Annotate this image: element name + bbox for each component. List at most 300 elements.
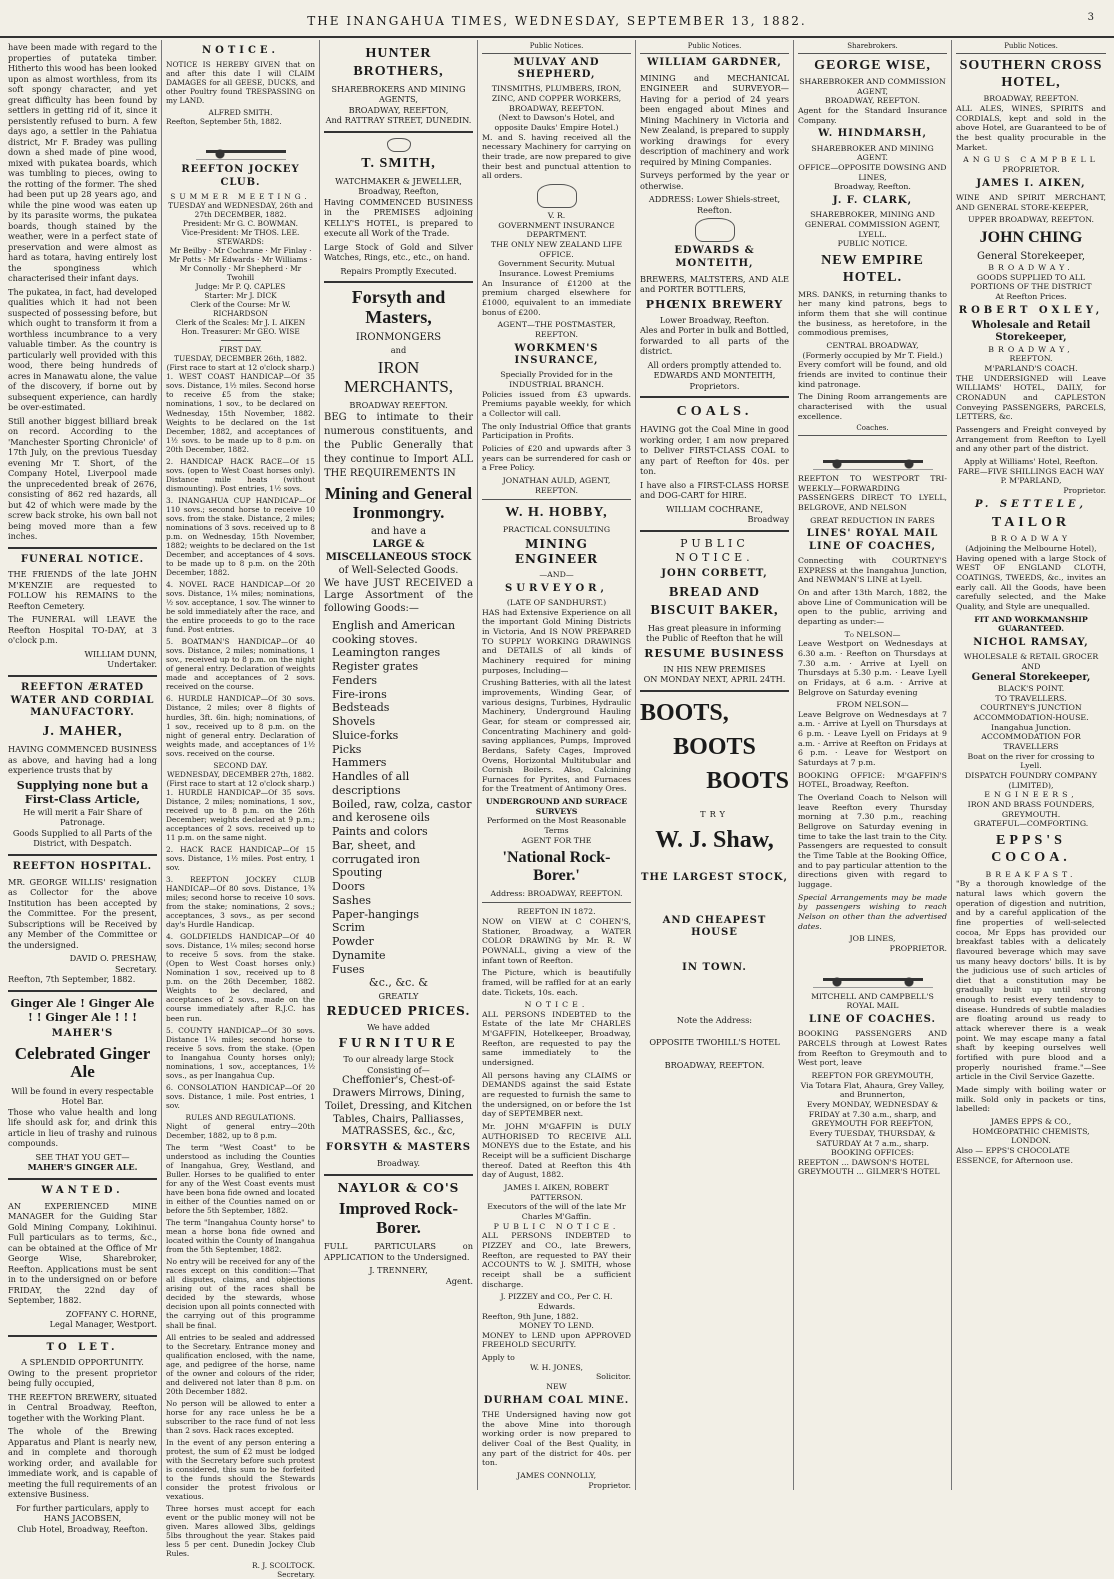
overland-text: The Overland Coach to Nelson will leave Reefton every Thursday morning at 7.30 p.m., reaching Bellgrove on Saturday evening in time to take the last train to the City. Passengers are requested to consult the Time Table at the Booking Office, and to pay particular attention to the directions given with regard to luggage. <box>798 793 947 889</box>
rules-signature: R. J. SCOLTOCK. <box>252 1561 315 1571</box>
lines-schedule: Leave Belgrove on Wednesdays at 7 a.m. · Arrive at Lyell on Thursdays at 6 p.m. · Leave Lyell on Fridays at 9 a.m. · Arrive at Reefton on Fridays at 6 p.m. · Leave for Westport on Saturdays at 7 p.m. <box>798 709 947 768</box>
rules-text: No entry will be received for any of the races except on this condition:—That all disputes, claims, and objections arising out of the races shall be decided by the stewards, whose decision upon all points connected with the carrying out of this programme shall be final. <box>166 1257 315 1330</box>
money-text: MONEY to LEND upon APPROVED FREEHOLD SECURITY. <box>482 1330 631 1350</box>
em-signature-title: Proprietors. <box>689 380 740 391</box>
public-notice-text: ALL PERSONS INDEBTED to PIZZEY and CO., late Brewers, Reefton, are requested to PAY their ACCOUNTS to W. J. SMITH, whose receipt shall be a sufficient discharge. <box>482 1231 631 1289</box>
mparland-text: Passengers and Freight conveyed by Arrangement from Reefton to Lyell and any other part of the district. <box>956 425 1106 454</box>
notice-signature: ALFRED SMITH. <box>208 108 273 118</box>
ching-address: BROADWAY. <box>988 262 1074 272</box>
race-entry: 2. HANDICAP HACK RACE—Of 15 sovs. (open to West Coast horses only). Distance mile heats (without dismounting). Post entries, 1½ sovs. <box>166 456 315 493</box>
ginger-brand: MAHER'S <box>51 1027 114 1039</box>
column-heading: Public Notices. <box>956 42 1106 54</box>
column-6 <box>794 40 952 1490</box>
jockey-vice-president: Vice-President: Mr THOS. LEE. <box>181 227 300 237</box>
dispatch-subtitle: ENGINEERS, <box>984 790 1078 800</box>
lines-text: Connecting with COURTNEY'S EXPRESS at the Inangahua Junction, And NEWMAN'S LINE at Lyell. <box>798 555 947 585</box>
gardner-address: ADDRESS: Lower Shiels-street, Reefton. <box>648 194 781 215</box>
workmen-text: Policies issued from £3 upwards. Premiums payable weekly, for which a Collector will call. <box>482 389 631 418</box>
rules-signature-title: Secretary. <box>277 1570 315 1579</box>
workmen-signature: JONATHAN AULD, AGENT, REEFTON. <box>502 475 611 495</box>
fm-goods-item: Register grates <box>332 660 419 674</box>
fm-furniture: FURNITURE <box>338 1035 459 1050</box>
oxley-address: BROADWAY, <box>988 344 1074 354</box>
cheapest-house: AND CHEAPEST HOUSE <box>662 914 767 939</box>
aerated-title: REEFTON ÆRATED WATER AND CORDIAL MANUFACTORY. <box>10 681 155 719</box>
starter: Starter: Mr J. DICK <box>204 291 277 301</box>
aiken-text: WINE AND SPIRIT MERCHANT, AND GENERAL STORE-KEEPER, <box>956 193 1106 212</box>
ching-text: GOODS SUPPLIED TO ALL PORTIONS OF THE DISTRICT <box>970 272 1092 292</box>
to-let-text: THE REEFTON BREWERY, situated in Central Broadway, Reefton, together with the Working Plant. <box>8 1391 157 1423</box>
column-5 <box>636 40 794 1490</box>
mitchell-via: Via Totara Flat, Ahaura, Grey Valley, and Brunnerton, <box>800 1080 945 1100</box>
mitchell-grey: GREYMOUTH FOR REEFTON, <box>811 1119 934 1129</box>
hunter-title: HUNTER BROTHERS, <box>353 46 444 79</box>
to-let-text: Owing to the present proprietor being fully occupied, <box>8 1367 157 1389</box>
smith-title: T. SMITH, <box>361 155 436 171</box>
coals-signature-title: Broadway <box>747 514 789 525</box>
gov-text: Government Security. Mutual Insurance. Lowest Premiums <box>498 259 615 278</box>
gardner-text: Surveys performed by the year or otherwise. <box>640 170 789 191</box>
courtney-title: COURTNEY'S JUNCTION ACCOMMODATION-HOUSE. <box>973 703 1089 722</box>
corbett-title: JOHN CORBETT, <box>661 567 768 579</box>
largest-stock: THE LARGEST STOCK, <box>641 871 788 883</box>
empire-text: The Dining Room arrangements are characterised with the usual excellence. <box>798 392 947 421</box>
race-entry: 4. NOVEL RACE HANDICAP—Of 20 sovs. Distance, 1¼ miles; nominations, ½ sov. acceptance, 1 sov. The winner to be sold immediately after the race, and the entire proceeds to go to the race fund. Post entries. <box>166 580 315 635</box>
mulvay-text: (Next to Dawson's Hotel, and opposite Dauks' Empire Hotel.) <box>494 113 619 133</box>
ginger-text: MAHER'S GINGER ALE. <box>27 1162 138 1173</box>
grateful: GRATEFUL—COMFORTING. <box>973 819 1089 829</box>
gardner-text: MINING and MECHANICAL ENGINEER and SURVEYOR—Having for a period of 24 years been engaged about Mines and Mining Machinery in Victoria and New Zealand, is prepared to supply working drawings for every description of machinery and work required by Mining Companies. <box>640 72 789 167</box>
shaw-name: W. J. Shaw, <box>655 827 774 854</box>
notice-text: All persons having any CLAIMS or DEMANDS against the said Estate are requested to furnish the same to the undersigned, on or before the 1st day of SEPTEMBER next. <box>482 1070 631 1119</box>
settele-text: (Adjoining the Melbourne Hotel), <box>965 544 1097 554</box>
public-notice-date: Reefton, 9th June, 1882. <box>482 1311 579 1321</box>
gov-text: An Insurance of £1200 at the premium charged elsewhere for £1000, equivalent to an immediate bonus of £200. <box>482 278 631 317</box>
dispatch-subtitle: IRON AND BRASS FOUNDERS, <box>967 799 1095 809</box>
fm-goods-item: Fuses <box>332 962 365 976</box>
oxley-subtitle: Wholesale and Retail Storekeeper, <box>971 320 1091 344</box>
em-text: BREWERS, MALTSTERS, AND ALE and PORTER BOTTLERS, <box>640 273 789 295</box>
hindmarsh-title: W. HINDMARSH, <box>818 128 927 140</box>
fm-ironmongers: IRONMONGERS <box>355 331 442 343</box>
notice-title: NOTICE. <box>201 45 280 56</box>
to-let-title: TO LET. <box>46 1341 119 1353</box>
to-let-signature-title: Club Hotel, Broadway, Reefton. <box>17 1523 148 1534</box>
fm-and: and <box>390 344 407 355</box>
ginger-heading: Ginger Ale ! Ginger Ale ! ! Ginger Ale ! ! ! <box>10 996 155 1024</box>
notice-signature: JAMES I. AIKEN, ROBERT PATTERSON. <box>504 1182 609 1202</box>
courtney-text: Boat on the river for crossing to Lyell. <box>967 751 1095 771</box>
hindmarsh-text: SHAREBROKER AND MINING AGENT. <box>811 143 934 163</box>
fm-goods-item: Bar, sheet, and corrugated iron <box>332 838 420 866</box>
empire-text: (Formerly occupied by Mr T. Field.) <box>802 350 943 360</box>
opposite-hotel: OPPOSITE TWOHILL'S HOTEL <box>649 1037 780 1048</box>
southern-cross-text: ALL ALES, WINES, SPIRITS and CORDIALS, kept and sold in the above Hotel, are Guaranteed to be of the best quality procurable in the Market. <box>956 104 1106 152</box>
fm-iron-merchants: IRON MERCHANTS, <box>343 358 454 396</box>
epps-text: Made simply with boiling water or milk. Sold only in packets or tins, labelled: <box>956 1085 1106 1114</box>
public-notice-signature: J. PIZZEY and CO., Per C. H. Edwards. <box>500 1292 613 1311</box>
fm-stock: LARGE & MISCELLANEOUS STOCK <box>325 539 472 563</box>
ginger-text: Those who value health and long life should ask for, and drink this article in lieu of trashy and ruinous compounds. <box>8 1106 157 1149</box>
mparland-title: M'PARLAND'S COACH. <box>984 364 1078 374</box>
rules-text: No person will be allowed to enter a horse for any race unless he be a subscriber to the race fund of not less than 2 sovs. Hack races excepted. <box>166 1398 315 1435</box>
coals-title: COALS. <box>676 404 753 420</box>
wanted-title: WANTED. <box>41 1184 124 1196</box>
hunter-address: BROADWAY, REEFTON, <box>348 104 449 115</box>
workmen-title: WORKMEN'S INSURANCE, <box>514 342 599 366</box>
fm-goods-item: Fenders <box>332 673 378 687</box>
race-entry: 1. WEST COAST HANDICAP—Of 35 sovs. Distance, 1½ miles. Second horse to receive £5 from the stake; nominations, 1 sov., to be declared on Wednesday, 15th November, 1882. Weights to be declared on the 1st December, 1882, and acceptances of 1½ sovs. to be made up to 8 p.m. on 20th December, 1882. <box>166 372 315 454</box>
fm-goods-item: Leamington ranges <box>332 646 441 660</box>
empire-address: CENTRAL BROADWAY, <box>826 341 919 350</box>
naylor-subtitle: Improved Rock-Borer. <box>338 1198 459 1237</box>
epps-text: "By a thorough knowledge of the natural laws which govern the operation of digestion and nutrition, and by a careful application of the fine properties of well-selected cocoa, Mr Epps has provided our breakfast tables with a delicately flavoured beverage which may save us many heavy doctors' bills. It is by the judicious use of such articles of diet that a constitution may be gradually built up until strong enough to resist every tendency to disease. Hundreds of subtle maladies are floating around us ready to attack wherever there is a weak point. We may escape many a fatal shaft by keeping ourselves well fortified with pure blood and a properly nourished frame."—See article in the Civil Service Gazette. <box>956 879 1106 1082</box>
fm-received: We have JUST RECEIVED a Large Assortment of the following Goods:— <box>324 577 473 615</box>
maher-text: He will merit a Fair Share of Patronage. <box>23 806 142 828</box>
wise-title: GEORGE WISE, <box>814 57 931 73</box>
fm-added: We have added <box>367 1022 430 1033</box>
coals-text: I have also a FIRST-CLASS HORSE and DOG-CART for HIRE. <box>640 479 789 501</box>
funeral-signature: WILLIAM DUNN, <box>84 648 157 659</box>
horse-race-icon <box>196 130 286 160</box>
ramsay-address: BLACK'S POINT. <box>997 684 1065 694</box>
fm-goods-item: Powder <box>332 935 374 949</box>
dispatch-location: GREYMOUTH. <box>1001 809 1061 819</box>
hospital-text: MR. GEORGE WILLIS' resignation as Collector for the above Institution has been accepted by the Committee. For the present, Subscriptions will be Received by any Member of the Committee or the undersigned. <box>8 876 157 950</box>
fm-goods-item: Doors <box>332 880 365 894</box>
lines-title: LINES' ROYAL MAIL LINE OF COACHES, <box>806 528 939 552</box>
travellers-title: TO TRAVELLERS. <box>995 693 1067 703</box>
fm-furniture-list: Cheffonier's, Chest-of-Drawers Mirrows, Dining, Toilet, Dressing, and Kitchen Tables, Chairs, Palliasses, MATRASSES, &c., &c, <box>324 1075 473 1138</box>
notice-text: NOTICE IS HEREBY GIVEN that on and after this date I will CLAIM DAMAGES for all GEESE, DUCKS, and other Poultry found TRESPASSING on my LAND. <box>166 60 315 106</box>
lines-signature: JOB LINES, <box>849 934 896 944</box>
notice-signature-title: Executors of the will of the late Mr Charles M'Gaffin. <box>487 1202 626 1221</box>
masthead <box>0 10 1114 38</box>
gov-vr: V. R. <box>547 211 566 221</box>
ginger-text: SEE THAT YOU GET— <box>35 1151 130 1162</box>
hospital-title: REEFTON HOSPITAL. <box>12 860 153 872</box>
empire-text: Every comfort will be found, and old friends are invited to continue their kind patronage. <box>798 360 947 389</box>
fm-goods-item: Scrim <box>332 921 365 935</box>
fm-goods-item: Spouting <box>332 866 383 880</box>
jockey-club-title: REEFTON JOCKEY CLUB. <box>181 164 300 188</box>
reefton-1872-title: REEFTON IN 1872. <box>517 907 596 917</box>
wise-text: SHAREBROKER AND COMMISSION AGENT, <box>799 77 946 96</box>
boots-1: BOOTS, <box>640 699 729 726</box>
coach-icon <box>813 958 933 988</box>
naylor-text: FULL PARTICULARS on APPLICATION to the Undersigned. <box>324 1241 473 1262</box>
fm-goods-list <box>324 619 473 977</box>
fm-goods-item: Paper-hangings <box>332 907 420 921</box>
note-address: Note the Address: <box>676 1014 753 1025</box>
durham-title: DURHAM COAL MINE. <box>483 1394 630 1406</box>
fm-goods-item: Sashes <box>332 893 371 907</box>
race-entry: 2. HACK RACE HANDICAP—Of 15 sovs. Distance, 1½ miles. Post entry, 1 sov. <box>166 844 315 872</box>
to-let-text: The whole of the Brewing Apparatus and Plant is nearly new, and in complete and thorough working order, and available for immediate work, and is capable of meeting the full requirements of an extensive Business. <box>8 1426 157 1500</box>
public-notice-title: PUBLIC NOTICE. <box>493 1221 620 1231</box>
rules-text: In the event of any person entering a protest, the sum of £2 must be lodged with the Secretary before such protest is considered, this sum to be forfeited to the funds should the Stewards consider the protest frivolous or vexatious. <box>166 1437 315 1502</box>
maher-text: Goods Supplied to all Parts of the District, with Despatch. <box>12 827 153 849</box>
day-one-title: FIRST DAY. <box>218 345 263 355</box>
hobby-address: Address: BROADWAY, REEFTON. <box>490 888 623 898</box>
lines-signature-title: PROPRIETOR. <box>889 943 947 953</box>
clark-title: J. F. CLARK, <box>832 194 913 206</box>
mitchell-line: LINE OF COACHES. <box>808 1013 937 1025</box>
race-entry: 6. HURDLE HANDICAP—Of 30 sovs. Distance, 2 miles; over 8 flights of hurdles, 3ft. 6in. high; nominations, of 1 sov., received up to 8 p.m. on the night of general entry. Declaration of weights made, and acceptances of 1½ sovs. received on the course. <box>166 694 315 758</box>
hobby-late: (LATE OF SANDHURST.) <box>506 598 607 608</box>
race-entry: 5. COUNTY HANDICAP—Of 30 sovs. Distance 1¼ miles; second horse to receive 5 sovs. from the stake. (Open to Inangahua County horses only); nominations, 1 sov., acceptances, 1½ sovs., as per Inangahua Cup. <box>166 1025 315 1080</box>
empire-title: NEW EMPIRE HOTEL. <box>821 253 924 286</box>
column-4 <box>478 40 636 1490</box>
fm-goods-item: Handles of all descriptions <box>332 770 410 797</box>
mitchell-offices: BOOKING OFFICES: <box>830 1148 914 1158</box>
money-title: MONEY TO LEND. <box>519 1321 594 1331</box>
mitchell-days: Every MONDAY, WEDNESDAY & FRIDAY at 7.30 a.m., sharp, and <box>806 1099 939 1119</box>
race-entry: 4. GOLDFIELDS HANDICAP—Of 40 sovs. Distance, 1¼ miles; second horse to receive 5 sovs. from the stake. (Open to West Coast horses only.) Nomination 1 sov., received up to 8 p.m. on the 26th December, 1882. Weights to be declared, and acceptances of 2 sovs., made on the course immediately after R.J.C. has been run. <box>166 932 315 1023</box>
race-entry: 5. BOATMAN'S HANDICAP—Of 40 sovs. Distance, 2 miles; nominations, 1 sov., received up to 8 p.m. on the night of general entry. Declaration of weights made and acceptances of 2 sovs. received on the course. <box>166 637 315 692</box>
treasurer: Hon. Treasurer: Mr GEO. WISE <box>181 327 300 337</box>
stewards-title: STEWARDS: <box>217 236 264 246</box>
to-let-text: For further particulars, apply to <box>16 1502 149 1513</box>
gov-subtitle: THE ONLY NEW ZEALAND LIFE OFFICE. <box>490 239 623 259</box>
naylor-signature: J. TRENNERY, <box>369 1265 428 1276</box>
corbett-resume: RESUME BUSINESS <box>644 646 785 660</box>
coals-text: HAVING got the Coal Mine in good working order, I am now prepared to Deliver FIRST-CLASS COAL to any part of Reefton for 40s. per ton. <box>640 424 789 477</box>
funeral-signature-title: Undertaker. <box>107 659 157 670</box>
smith-text: Repairs Promptly Executed. <box>340 265 457 276</box>
fm-goods-item: Bedsteads <box>332 701 390 715</box>
crest-icon <box>537 184 577 208</box>
notice-date: Reefton, September 5th, 1882. <box>166 117 282 127</box>
maher-slogan: Supplying none but a First-Class Article, <box>16 778 149 806</box>
epps-title: EPPS'S COCOA. <box>991 832 1071 866</box>
mitchell-text: BOOKING PASSENGERS AND PARCELS through at Lowest Rates from Reefton to Greymouth and to West port, leave <box>798 1029 947 1068</box>
durham-signature: JAMES CONNOLLY, <box>516 1471 597 1481</box>
coach-text: REEFTON TO WESTPORT TRI-WEEKLY—FORWARDING PASSENGERS DIRECT TO LYELL, BELGROVE, AND NELSON <box>798 473 947 512</box>
epps-signature-location: LONDON. <box>1011 1136 1051 1146</box>
hospital-date: Reefton, 7th September, 1882. <box>8 974 136 985</box>
day-two-date: WEDNESDAY, DECEMBER 27th, 1882. <box>166 769 315 779</box>
fm-signature: FORSYTH & MASTERS <box>325 1142 471 1154</box>
boots-2: BOOTS <box>673 734 756 761</box>
mitchell-office: REEFTON ... DAWSON'S HOTEL <box>798 1157 929 1167</box>
page-number: 3 <box>1087 12 1094 23</box>
hospital-signature: DAVID O. PRESHAW, <box>69 953 157 964</box>
masthead-title: THE INANGAHUA TIMES, WEDNESDAY, SEPTEMBER 13, 1882. <box>307 14 807 28</box>
smith-text: Large Stock of Gold and Silver Watches, Rings, etc., etc., on hand. <box>324 241 473 263</box>
settele-tailor: TAILOR <box>991 515 1071 531</box>
rules-text: The term "Inangahua County horse" to mean a horse bona fide owned and located within the County of Inangahua from the 5th September, 1882. <box>166 1218 315 1255</box>
em-title: EDWARDS & MONTEITH, <box>674 245 755 270</box>
courtney-address: Inangahua Junction. <box>991 722 1071 732</box>
em-text: All orders promptly attended to. <box>647 359 782 370</box>
naylor-signature-title: Agent. <box>445 1275 473 1286</box>
settele-text: Having opened with a large Stock of WEST OF ENGLAND CLOTH, COATINGS, TWEEDS, &c., invites an early call. All the Goods, have been carefully selected, and the Make Quality, and Style are unequalled. <box>956 553 1106 611</box>
day-two-start: (First race to start at 12 o'clock sharp.) <box>166 778 315 788</box>
to-let-signature: HANS JACOBSEN, <box>43 1513 122 1524</box>
em-address: Lower Broadway, Reefton. <box>659 314 770 325</box>
fm-goods-item: Boiled, raw, colza, castor and kerosene oils <box>332 797 472 825</box>
judge: Judge: Mr P. Q. CAPLES <box>195 282 286 292</box>
naylor-title: NAYLOR & CO'S <box>337 1180 460 1195</box>
southern-cross-title: SOUTHERN CROSS HOTEL, <box>959 57 1103 91</box>
broadway-reefton: BROADWAY, REEFTON. <box>664 1059 765 1070</box>
settele-address: BROADWAY <box>991 534 1071 544</box>
em-text: Ales and Porter in bulk and Bottled, forwarded to all parts of the district. <box>640 325 789 357</box>
epps-subtitle: BREAKFAST. <box>985 869 1077 879</box>
oxley-address: REEFTON. <box>1009 354 1053 364</box>
epps-signature: JAMES EPPS & CO., <box>990 1117 1072 1126</box>
southern-cross-address: BROADWAY, REEFTON. <box>983 94 1079 104</box>
workmen-text: Policies of £20 and upwards after 3 years can be surrendered for cash or a Free Policy. <box>482 443 631 473</box>
fm-goods-item: English and American cooking stoves. <box>332 618 456 646</box>
mitchell-office: GREYMOUTH ... GILMER'S HOTEL <box>798 1167 940 1177</box>
coals-signature: WILLIAM COCHRANE, <box>666 503 763 514</box>
mulvay-text: TINSMITHS, PLUMBERS, IRON, ZINC, AND COPPER WORKERS, <box>491 84 622 104</box>
clock-icon <box>387 138 411 152</box>
ramsay-and: AND <box>1021 661 1041 671</box>
money-apply: Apply to <box>482 1353 515 1363</box>
to-let-subtitle: A SPLENDID OPPORTUNITY. <box>21 1357 144 1368</box>
hobby-agent: AGENT FOR THE <box>521 835 592 845</box>
lines-to-nelson: To NELSON— <box>844 629 901 639</box>
durham-new: NEW <box>546 1382 567 1392</box>
special-text: Special Arrangements may be made by passengers wishing to reach Nelson on other than the advertised dates. <box>798 892 947 931</box>
fm-have: and have a <box>370 526 427 538</box>
hobby-subtitle: PRACTICAL CONSULTING <box>502 524 611 534</box>
coach-reduction: GREAT REDUCTION IN FARES <box>810 515 935 525</box>
clerk-of-course: Clerk of the Course: Mr W. RICHARDSON <box>190 300 291 319</box>
mparland-signature: P. M'PARLAND, <box>1000 476 1062 486</box>
funeral-text: THE FRIENDS of the late JOHN M'KENZIE are requested to FOLLOW his REMAINS to the Reefton Cemetery. <box>8 569 157 611</box>
mparland-signature-title: Proprietor. <box>1063 485 1106 495</box>
wise-address: BROADWAY, REEFTON. <box>825 96 920 106</box>
mitchell-days: Every TUESDAY, THURSDAY, & SATURDAY At 7 a.m., sharp. <box>809 1128 936 1148</box>
notice-text: ALL PERSONS INDEBTED to the Estate of the late Mr CHARLES M'GAFFIN, Hotelkeeper, Broadway, Reefton, are requested to pay the same immediately to the undersigned. <box>482 1009 631 1068</box>
column-heading: Sharebrokers. <box>798 42 947 54</box>
money-signature-title: Solicitor. <box>595 1372 631 1382</box>
hobby-title: W. H. HOBBY, <box>505 505 608 521</box>
durham-text: THE Undersigned having now got the above Mine into thorough working order is now prepared to deliver Coal of the Best Quality, in any part of the district for 40s. per ton. <box>482 1410 631 1468</box>
fm-goods-item: Paints and colors <box>332 825 428 839</box>
workmen-text: The only Industrial Office that grants Participation in Profits. <box>482 421 631 441</box>
clerk-of-scales: Clerk of the Scales: Mr J. I. AIKEN <box>175 318 306 328</box>
ramsay-title: NICHOL RAMSAY, <box>973 636 1089 648</box>
gardner-title: WILLIAM GARDNER, <box>647 56 782 68</box>
hindmarsh-office: OFFICE—OPPOSITE DOWSING AND LINES, <box>798 163 947 182</box>
empire-text: MRS. DANKS, in returning thanks to her many kind patrons, begs to inform them that she will continue the business, as heretofore, in the commodious premises, <box>798 289 947 338</box>
money-signature: W. H. JONES, <box>530 1362 583 1372</box>
mulvay-text: M. and S. having received all the necessary Machinery for carrying on their trade, are now prepared to give their best and punctual attention to all orders. <box>482 132 631 181</box>
try-label: TRY <box>700 808 729 819</box>
fm-goods-item: Sluice-forks <box>332 728 399 742</box>
column-heading: Public Notices. <box>640 42 789 54</box>
race-entry: 3. INANGAHUA CUP HANDICAP—Of 110 sovs.; second horse to receive 10 sovs. from the stake. Distance, 2 miles; nominations of 3 sovs. received up to 8 p.m. on Wednesday, 15th November, 1882; weights to be declared on the 1st December, and acceptances of 4 sovs. to be made up to 8 p.m. on the 20th December, 1882. <box>166 495 316 578</box>
wanted-text: AN EXPERIENCED MINE MANAGER for the Guiding Star Gold Mining Company, Lokihinui. Full particulars as to terms, &c., can be obtained at the Office of Mr George Wise, Sharebroker, Reefton. Applications must be sent in to the undersigned on or before FRIDAY, the 22nd day of September, 1882. <box>8 1200 157 1306</box>
mitchell-title: MITCHELL AND CAMPBELL'S <box>811 991 934 1001</box>
courtney-text: ACCOMMODATION FOR TRAVELLERS <box>981 732 1081 751</box>
lines-schedule: Leave Westport on Wednesdays at 6.30 a.m. · Reefton on Thursdays at 7.30 a.m. · Arrive at Lyell on Thursdays at 5.30 p.m. · Leave Lyell on Fridays, at 6 a.m. · Arrive at Belgrove on Saturday evening <box>798 639 947 697</box>
stewards-list: Mr Beilby · Mr Cochrane · Mr Finlay · Mr Potts · Mr Edwards · Mr Williams · Mr Connolly · Mr Shepherd · Mr Twohill <box>168 245 313 283</box>
epps-also: Also — EPPS'S CHOCOLATE ESSENCE, for Afternoon use. <box>956 1145 1074 1165</box>
hobby-engineer: MINING ENGINEER <box>514 537 599 567</box>
jockey-club-dates: TUESDAY and WEDNESDAY, 26th and 27th DECEMBER, 1882. <box>168 200 313 219</box>
hunter-address: And RATTRAY STREET, DUNEDIN. <box>325 115 472 126</box>
rules-text: Three horses must accept for each event or the public money will not be given. Mares allowed 3lbs, geldings 5lbs throughout the year. Stakes paid less 5 per cent. Dunedin Jockey Club Rules. <box>166 1504 315 1559</box>
mparland-text: THE UNDERSIGNED will Leave WILLIAMS' HOTEL, DAILY, for CRONADUN and CAPLESTON Conveying PASSENGERS, PARCELS, LETTERS, &c. <box>956 373 1106 422</box>
southern-cross-signature-title: PROPRIETOR. <box>1002 164 1060 174</box>
fm-goods-item: Fire-irons <box>332 687 387 701</box>
column-3 <box>320 40 478 1490</box>
maher-name: J. MAHER, <box>42 724 123 740</box>
rules-text: All entries to be sealed and addressed to the Secretary. Entrance money and qualification enclosed, with the name, age, and pedigree of the horse, name of the owner and colours of the rider, and delivered not later than 8 p.m. on 20th December 1882. <box>166 1332 315 1396</box>
fm-address: BROADWAY REEFTON. <box>349 400 448 411</box>
fm-mining: Mining and General Ironmongry. <box>324 483 473 522</box>
column-2 <box>162 40 320 1579</box>
columns <box>4 40 1110 1579</box>
clark-text: SHAREBROKER, MINING AND GENERAL COMMISSION AGENT, <box>804 210 941 230</box>
race-entry: 3. REEFTON JOCKEY CLUB HANDICAP—Of 80 sovs. Distance, 1¾ miles; second horse to receive 10 sovs. from the stake; nominations, 2 sovs.; acceptances, 3 sovs., as per second day's Hurdle Handicap. <box>166 875 315 930</box>
rules-title: RULES AND REGULATIONS. <box>185 1112 296 1122</box>
wanted-signature: ZOFFANY C. HORNE, <box>65 1308 157 1319</box>
day-two-title: SECOND DAY. <box>213 760 268 770</box>
mulvay-title: MULVAY AND SHEPHERD, <box>513 56 600 81</box>
article-paragraph: The pukatea, in fact, had developed qualities which it had not been suspected of possessing before, but which ought to transform it from a worthless incumbrance to a very valuable timber. As the country is particularly well provided with this wood, there being hundreds of acres in Manawatu alone, the value of the discovery, if borne out by subsequent experience, can hardly be over-estimated. <box>8 286 157 412</box>
article-paragraph: Still another biggest billiard break on record. According to the 'Manchester Sporting Chronicle' of 17th July, on the previous Tuesday evening Mr T. Short, of the Company Hotel, Liverpool made the unprecedented break of 2676, consisting of 862 red hazards, all but 42 of which were made by the screw back stroke, his own ball not being moved more than a few inches. <box>8 415 157 541</box>
day-one-date: TUESDAY, DECEMBER 26th, 1882. <box>174 354 307 364</box>
column-7 <box>952 40 1110 1490</box>
em-phoenix: PHŒNIX BREWERY <box>645 297 784 311</box>
southern-cross-signature: ANGUS CAMPBELL <box>963 155 1099 165</box>
jockey-president: President: Mr G. C. BOWMAN. <box>182 218 299 228</box>
mitchell-for: REEFTON FOR GREYMOUTH, <box>811 1070 934 1080</box>
corbett-date: ON MONDAY NEXT, APRIL 24TH. <box>643 674 786 685</box>
notice-text: Mr. JOHN M'GAFFIN is DULY AUTHORISED TO RECEIVE ALL MONEYS due to the Estate, and his Receipt will be a sufficient Discharge thereof. Dated at Reefton this 4th day of August, 1882. <box>482 1122 631 1180</box>
aiken-title: JAMES I. AIKEN, <box>976 177 1086 189</box>
article-paragraph: have been made with regard to the properties of putateka timber. Hitherto this wood has been looked upon as almost worthless, from its soft spongy character, and yet great difficulty has been found by settlers in getting rid of it, since it persistently refused to burn. A few days ago, a settler in the Pahiatua district, Mr F. Bradey was pulling down a shed made of pine wood, mixed with pukatea boards, which was tumbling to pieces, owing to the rotting of the former. The shed had been put up 28 years ago, and while the pine wood was eaten up by its parasite worms, the pukatea boards, though stained by the weather, were in a perfect state of preservation and were almost as hard as totara, having entirely lost the sponginess which characterised their infant days. <box>8 42 157 283</box>
boots-3: BOOTS <box>706 768 789 795</box>
lines-text: On and after 13th March, 1882, the above Line of Communication will be open to the public, arriving and departing as under:— <box>798 587 947 626</box>
corbett-text: Has great pleasure in informing the Public of Reefton that he will <box>646 622 783 644</box>
ramsay-subtitle: General Storekeeper, <box>971 671 1091 683</box>
public-notice-title: PUBLIC NOTICE. <box>837 239 908 249</box>
hobby-text: HAS had Extensive Experience on all the important Gold Mining Districts in Victoria, And IS NOW PREPARED TO SUPPLY WORKING DRAWINGS and DETAILS of all kinds of Machinery required for mining purposes, Including— <box>482 607 631 675</box>
mparland-text: Apply at Williams' Hotel, Reefton. <box>964 457 1098 466</box>
fm-title: Forsyth and Masters, <box>351 287 446 328</box>
oxley-title: ROBERT OXLEY, <box>958 304 1104 316</box>
workmen-subtitle: Specially Provided for in the INDUSTRIAL BRANCH. <box>500 370 613 389</box>
fm-goods-item: Hammers <box>332 756 387 770</box>
settele-title: P. SETTELE, <box>975 498 1087 510</box>
hobby-surveys: UNDERGROUND AND SURFACE SURVEYS <box>485 797 628 816</box>
smith-text: WATCHMAKER & JEWELLER, Broadway, Reefton, <box>335 175 462 197</box>
hobby-national: 'National Rock-Borer.' <box>502 849 611 885</box>
rules-text: Night of general entry—20th December, 1882, up to 8 p.m. <box>166 1121 315 1140</box>
ginger-title: Celebrated Ginger Ale <box>14 1043 151 1082</box>
gov-title: GOVERNMENT INSURANCE DEPARTMENT. <box>498 220 615 240</box>
column-heading: Public Notices. <box>482 42 631 54</box>
aiken-address: UPPER BROADWAY, REEFTON. <box>967 215 1095 225</box>
hunter-text: SHAREBROKERS AND MINING AGENTS, <box>331 83 466 105</box>
race-entry: 1. HURDLE HANDICAP—Of 35 sovs. Distance, 2 miles; nominations, 1 sov., received up to 8 p.m. on the 26th December; weights declared at 9 p.m.; acceptances of 2 sovs. received up to 11 p.m. on the same night. <box>166 787 315 842</box>
notice-title: NOTICE. <box>524 1000 589 1010</box>
hobby-surveyor: SURVEYOR, <box>505 582 608 594</box>
ching-subtitle: General Storekeeper, <box>976 250 1086 262</box>
wanted-signature-title: Legal Manager, Westport. <box>49 1319 157 1330</box>
em-signature: EDWARDS AND MONTEITH, <box>653 370 776 381</box>
rules-text: The term "West Coast" to be understood as including the Counties of Inangahua, Grey, Westland, and Buller. Horses to be qualified to enter for any of the West Coast events must have been bona fide owned and located in either of the Counties named on or before the 5th September, 1882. <box>166 1142 315 1216</box>
column-1 <box>4 40 162 1534</box>
